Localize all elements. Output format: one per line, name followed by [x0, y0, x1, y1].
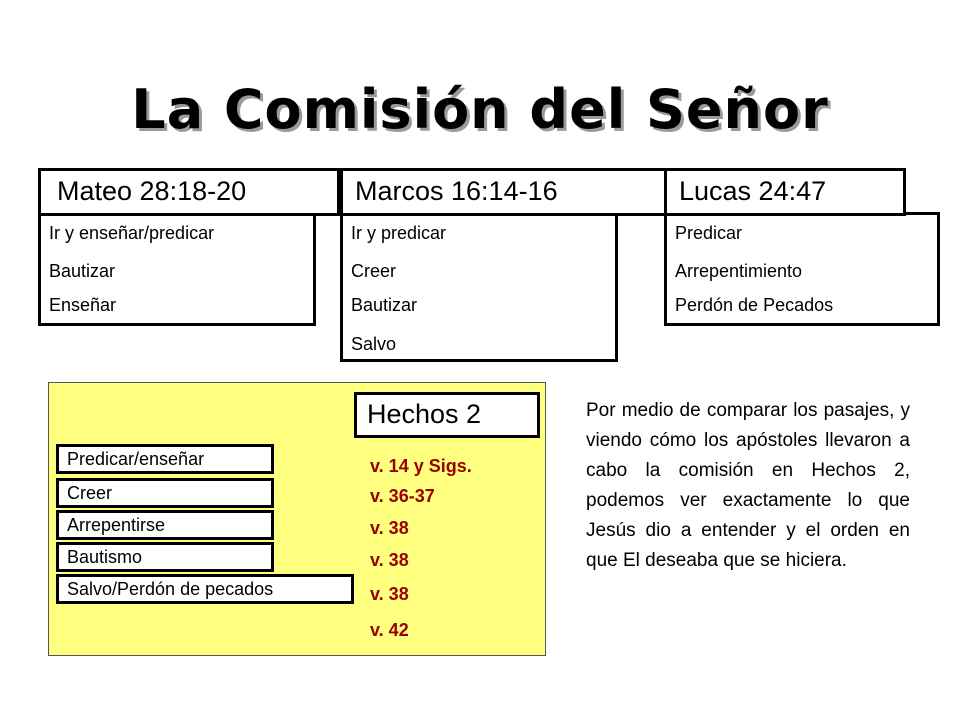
mateo-items-box — [38, 212, 316, 326]
lucas-item: Predicar — [675, 223, 743, 243]
marcos-header: Marcos 16:14-16 — [340, 168, 670, 216]
marcos-item: Bautizar — [351, 295, 418, 315]
hechos-step: Salvo/Perdón de pecados — [56, 574, 354, 604]
lucas-item: Arrepentimiento — [675, 261, 803, 281]
mateo-item: Bautizar — [49, 261, 116, 281]
mateo-item: Enseñar — [49, 295, 117, 315]
hechos-ref: v. 38 — [370, 584, 409, 604]
hechos-step: Arrepentirse — [56, 510, 274, 540]
hechos-header: Hechos 2 — [354, 392, 540, 438]
mateo-item: Ir y enseñar/predicar — [49, 223, 215, 243]
hechos-ref: v. 42 — [370, 620, 409, 640]
hechos-ref: v. 38 — [370, 550, 409, 570]
marcos-item: Ir y predicar — [351, 223, 447, 243]
lucas-item: Perdón de Pecados — [675, 295, 834, 315]
marcos-item: Salvo — [351, 334, 397, 354]
hechos-step: Creer — [56, 478, 274, 508]
hechos-step: Bautismo — [56, 542, 274, 572]
marcos-item: Creer — [351, 261, 397, 281]
lucas-header: Lucas 24:47 — [664, 168, 906, 216]
hechos-step: Predicar/enseñar — [56, 444, 274, 474]
hechos-ref: v. 36-37 — [370, 486, 435, 506]
mateo-header: Mateo 28:18-20 — [38, 168, 340, 216]
explanation-paragraph: Por medio de comparar los pasajes, y viendo cómo los apóstoles llevaron a cabo la comisión en Hechos 2, podemos ver exactamente lo que Jesús dio a entender y el orden en que El deseaba que se hiciera. — [586, 400, 910, 571]
marcos-items-box — [340, 212, 618, 362]
lucas-items-box — [664, 212, 940, 326]
page-title: La Comisión del Señor — [131, 78, 829, 141]
hechos-ref: v. 14 y Sigs. — [370, 456, 472, 476]
hechos-ref: v. 38 — [370, 518, 409, 538]
